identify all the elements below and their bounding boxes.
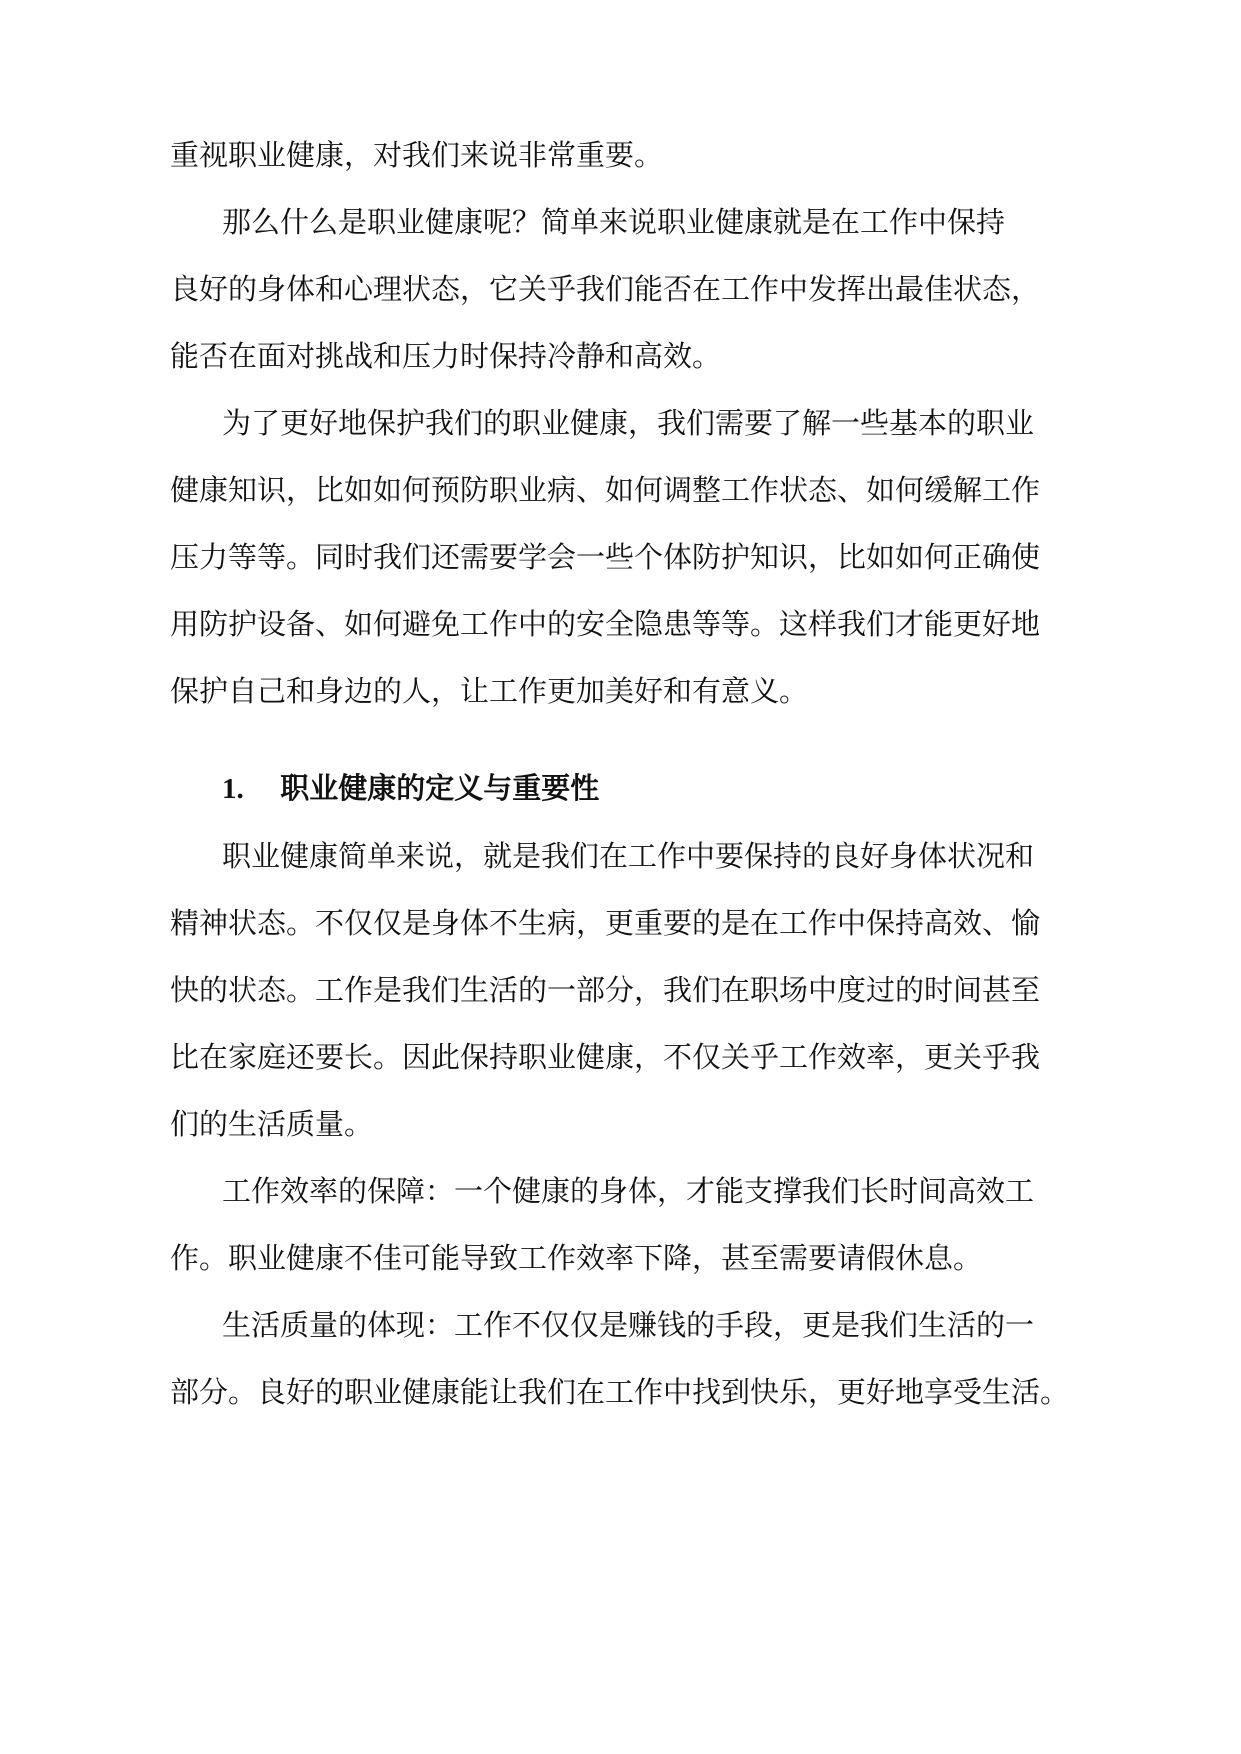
paragraph-line: 生活质量的体现：工作不仅仅是赚钱的手段，更是我们生活的一 bbox=[222, 1308, 1035, 1342]
paragraph-line: 为了更好地保护我们的职业健康，我们需要了解一些基本的职业 bbox=[222, 406, 1035, 440]
paragraph-line: 作。职业健康不佳可能导致工作效率下降，甚至需要请假休息。 bbox=[170, 1241, 983, 1275]
paragraph-line: 能否在面对挑战和压力时保持冷静和高效。 bbox=[170, 339, 722, 373]
section-number: 1. bbox=[222, 773, 244, 805]
paragraph-line: 部分。良好的职业健康能让我们在工作中找到快乐，更好地享受生活。 bbox=[170, 1375, 1070, 1409]
paragraph-line: 压力等等。同时我们还需要学会一些个体防护知识，比如如何正确使 bbox=[170, 540, 1041, 574]
paragraph-line: 健康知识，比如如何预防职业病、如何调整工作状态、如何缓解工作 bbox=[170, 473, 1041, 507]
paragraph-line: 保护自己和身边的人，让工作更加美好和有意义。 bbox=[170, 674, 809, 708]
paragraph-line: 良好的身体和心理状态，它关乎我们能否在工作中发挥出最佳状态， bbox=[170, 272, 1041, 306]
paragraph-line: 重视职业健康，对我们来说非常重要。 bbox=[170, 138, 664, 172]
paragraph-line: 精神状态。不仅仅是身体不生病，更重要的是在工作中保持高效、愉 bbox=[170, 906, 1041, 940]
paragraph-line: 们的生活质量。 bbox=[170, 1107, 374, 1141]
section-title: 职业健康的定义与重要性 bbox=[280, 771, 600, 805]
paragraph-line: 快的状态。工作是我们生活的一部分，我们在职场中度过的时间甚至 bbox=[170, 973, 1041, 1007]
paragraph-line: 用防护设备、如何避免工作中的安全隐患等等。这样我们才能更好地 bbox=[170, 607, 1041, 641]
paragraph-line: 那么什么是职业健康呢？简单来说职业健康就是在工作中保持 bbox=[222, 205, 1006, 239]
paragraph-line: 职业健康简单来说，就是我们在工作中要保持的良好身体状况和 bbox=[222, 839, 1035, 873]
paragraph-line: 工作效率的保障：一个健康的身体，才能支撑我们长时间高效工 bbox=[222, 1174, 1035, 1208]
paragraph-line: 比在家庭还要长。因此保持职业健康，不仅关乎工作效率，更关乎我 bbox=[170, 1040, 1041, 1074]
section-heading bbox=[222, 768, 1241, 809]
